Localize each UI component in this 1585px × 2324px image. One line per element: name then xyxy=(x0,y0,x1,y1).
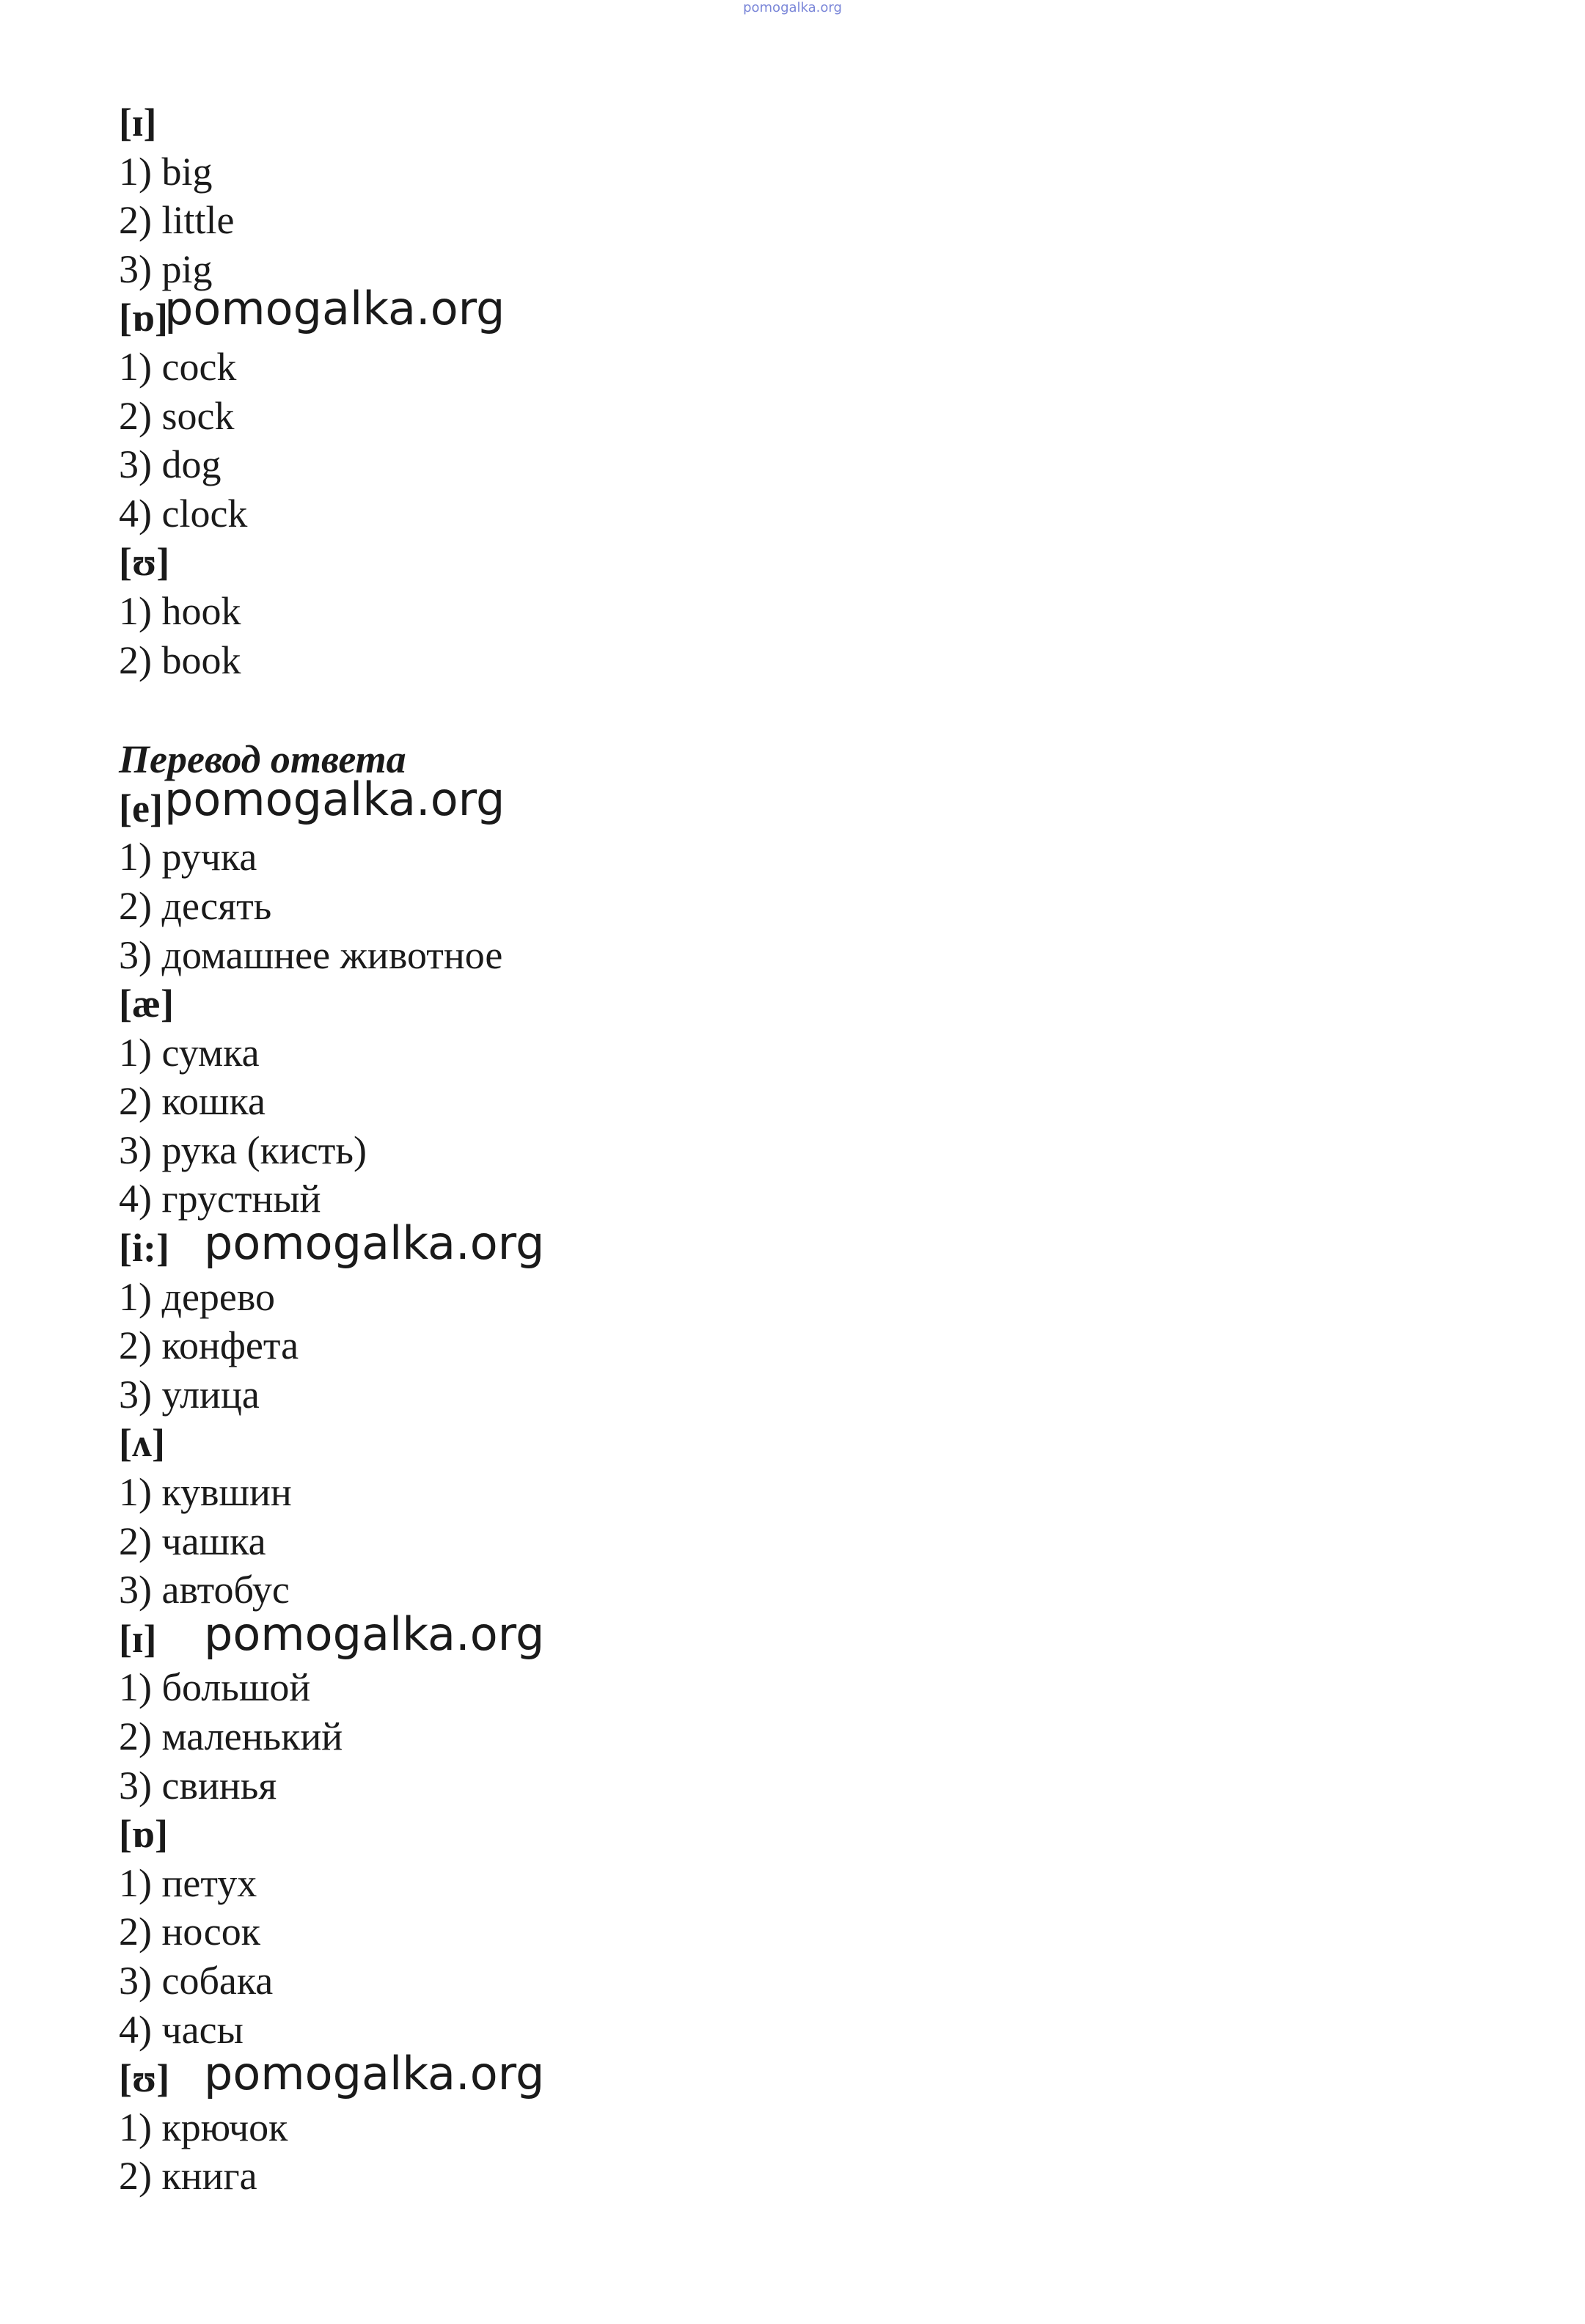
word-item: 2) чашка xyxy=(119,1519,266,1563)
word-item: 1) большой xyxy=(119,1665,311,1710)
word-item: 2) книга xyxy=(119,2154,257,2199)
watermark: pomogalka.org xyxy=(204,1607,545,1661)
word-item: 2) book xyxy=(119,637,241,682)
phoneme-heading: [ɪ] xyxy=(119,101,157,145)
phoneme-heading: [ɒ] xyxy=(119,296,168,340)
phoneme-row xyxy=(119,282,1146,343)
word-item: 3) автобус xyxy=(119,1568,290,1612)
word-item: 2) носок xyxy=(119,1910,260,1954)
word-item: 2) little xyxy=(119,198,235,243)
phoneme-row xyxy=(119,2047,1146,2103)
word-item: 3) рука (кисть) xyxy=(119,1128,367,1172)
word-item: 2) конфета xyxy=(119,1323,299,1368)
phoneme-row xyxy=(119,1607,1146,1664)
word-item: 4) часы xyxy=(119,2007,244,2052)
answer-content xyxy=(119,98,1146,2201)
watermark: pomogalka.org xyxy=(204,2047,545,2101)
phoneme-heading: [ɒ] xyxy=(119,1812,168,1857)
phoneme-row xyxy=(119,1216,1146,1273)
word-item: 3) улица xyxy=(119,1372,260,1417)
word-item: 3) свинья xyxy=(119,1763,277,1808)
word-item: 2) маленький xyxy=(119,1714,343,1758)
word-item: 3) dog xyxy=(119,442,222,487)
watermark: pomogalka.org xyxy=(204,1216,545,1271)
watermark: pomogalka.org xyxy=(164,282,505,336)
word-item: 1) петух xyxy=(119,1860,257,1905)
word-item: 1) крючок xyxy=(119,2105,288,2149)
phoneme-heading: [ʊ] xyxy=(119,540,170,585)
word-item: 1) hook xyxy=(119,588,241,633)
word-item: 3) pig xyxy=(119,246,213,291)
phoneme-heading: [æ] xyxy=(119,982,174,1026)
word-item: 1) ручка xyxy=(119,835,257,880)
phoneme-heading: [i:] xyxy=(119,1226,169,1271)
word-item: 2) кошка xyxy=(119,1079,266,1124)
phoneme-heading: [ʊ] xyxy=(119,2056,170,2101)
word-item: 2) десять xyxy=(119,883,272,928)
word-item: 2) sock xyxy=(119,393,235,438)
word-item: 1) big xyxy=(119,149,213,194)
word-item: 4) грустный xyxy=(119,1177,321,1221)
word-item: 1) сумка xyxy=(119,1030,260,1075)
header-watermark: pomogalka.org xyxy=(743,0,842,15)
word-item: 3) собака xyxy=(119,1958,274,2003)
word-item: 3) домашнее животное xyxy=(119,932,503,977)
watermark: pomogalka.org xyxy=(164,772,505,826)
phoneme-row xyxy=(119,772,1146,833)
phoneme-heading: [ʌ] xyxy=(119,1421,165,1466)
phoneme-heading: [ɪ] xyxy=(119,1616,157,1661)
section-gap xyxy=(119,684,1146,735)
phoneme-heading: [e] xyxy=(119,786,163,830)
translation-heading: Перевод ответа xyxy=(119,737,406,782)
word-item: 1) cock xyxy=(119,344,237,389)
word-item: 1) кувшин xyxy=(119,1470,292,1515)
word-item: 4) clock xyxy=(119,491,248,536)
word-item: 1) дерево xyxy=(119,1274,276,1319)
